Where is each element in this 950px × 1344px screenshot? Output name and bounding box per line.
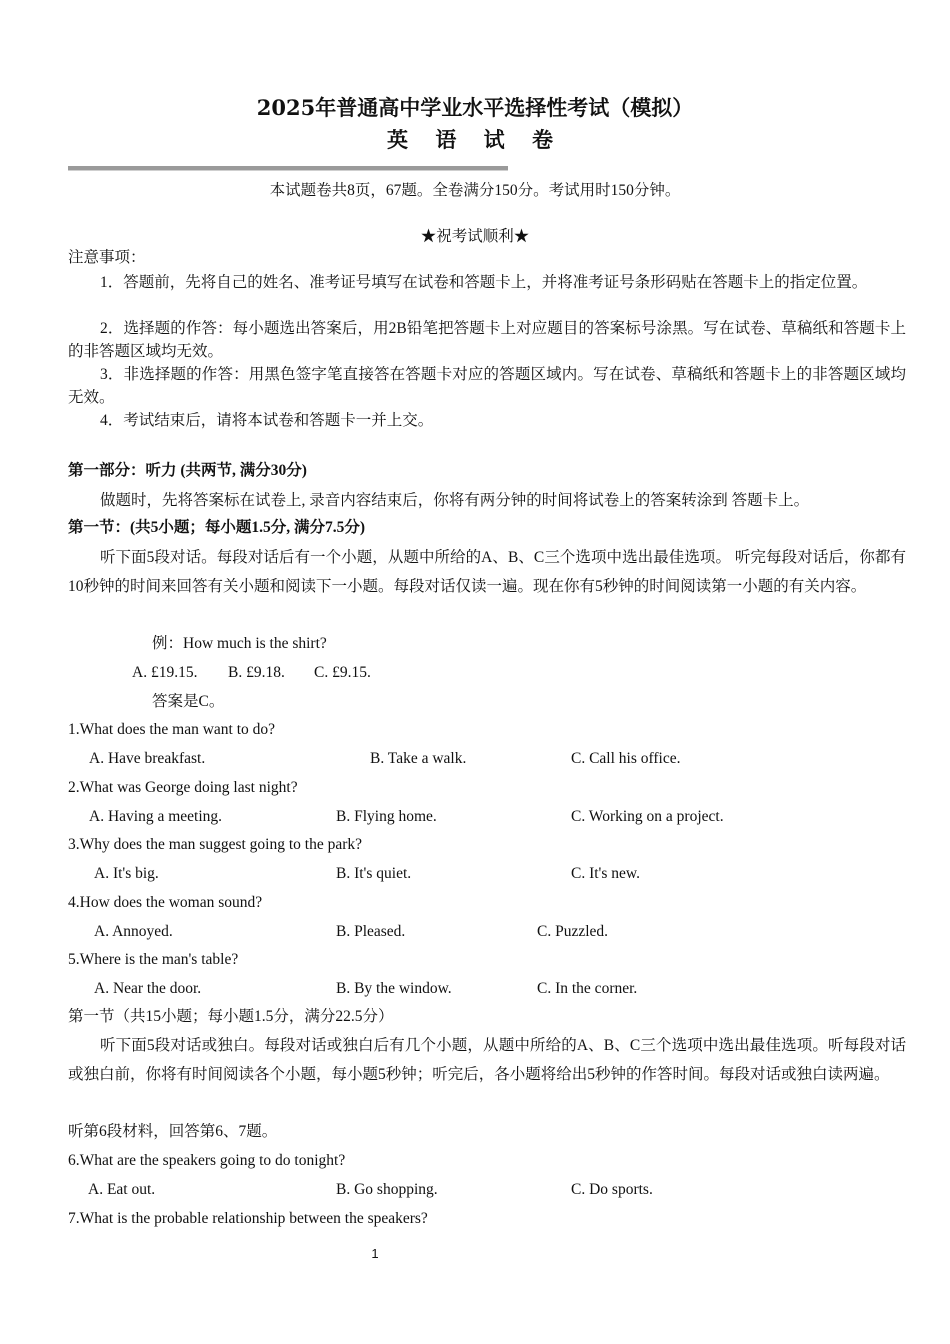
part1-heading: 第一部分：听力 (共两节, 满分30分) [68,462,307,479]
note-item-4: 4．考试结束后，请将本试卷和答题卡一并上交。 [100,412,434,429]
section1-heading: 第一节：(共5小题；每小题1.5分, 满分7.5分) [68,519,366,536]
good-luck-line: ★祝考试顺利★ [420,228,530,245]
title-divider [68,166,508,171]
q3-option-c: C. It's new. [571,865,640,882]
q5-option-c: C. In the corner. [537,980,638,997]
q5-option-a: A. Near the door. [94,980,202,997]
q2-option-c: C. Working on a project. [571,808,724,825]
exam-info: 本试题卷共8页，67题。全卷满分150分。考试用时150分钟。 [269,182,681,199]
q6-option-a: A. Eat out. [88,1181,156,1198]
q2-option-a: A. Having a meeting. [89,808,223,825]
q1-option-a: A. Have breakfast. [89,750,206,767]
example-option-a: A. £19.15. [132,664,198,681]
example-answer: 答案是C。 [152,693,225,710]
question-1: 1.What does the man want to do? [68,721,276,738]
q4-option-c: C. Puzzled. [537,923,609,940]
section2-heading: 第一节（共15小题；每小题1.5分，满分22.5分） [68,1008,394,1025]
q6-option-b: B. Go shopping. [336,1181,438,1198]
material-6-instruction: 听第6段材料，回答第6、7题。 [68,1123,278,1140]
part1-intro: 做题时，先将答案标在试卷上, 录音内容结束后，你将有两分钟的时间将试卷上的答案转涂到 答题卡上。 [100,492,810,509]
note-item-1: 1．答题前，先将自己的姓名、准考证号填写在试卷和答题卡上，并将准考证号条形码贴在答题卡上的指定位置。 [100,274,868,291]
question-4: 4.How does the woman sound? [68,894,263,911]
q6-option-c: C. Do sports. [571,1181,653,1198]
example-question: 例：How much is the shirt? [152,635,327,652]
question-3: 3.Why does the man suggest going to the park? [68,836,363,853]
q1-option-b: B. Take a walk. [370,750,467,767]
q1-option-c: C. Call his office. [571,750,681,767]
q3-option-b: B. It's quiet. [336,865,412,882]
example-option-c: C. £9.15. [314,664,371,681]
section1-intro: 听下面5段对话。每段对话后有一个小题，从题中所给的A、B、C三个选项中选出最佳选项。 听完每段对话后，你都有10秒钟的时间来回答有关小题和阅读下一小题。每段对话仅读一遍。现在你有5秒钟的时间阅读第一小题的有关内容。 [68,549,906,595]
question-6: 6.What are the speakers going to do tonight? [68,1152,346,1169]
note-item-2: 2．选择题的作答：每小题选出答案后，用2B铅笔把答题卡上对应题目的答案标号涂黑。写在试卷、草稿纸和答题卡上的非答题区域均无效。 [68,320,906,360]
note-item-3: 3．非选择题的作答：用黑色签字笔直接答在答题卡对应的答题区域内。写在试卷、草稿纸和答题卡上的非答题区域均无效。 [68,366,906,406]
q4-option-a: A. Annoyed. [94,923,173,940]
question-7: 7.What is the probable relationship between the speakers? [68,1210,428,1227]
section2-intro: 听下面5段对话或独白。每段对话或独白后有几个小题，从题中所给的A、B、C三个选项中选出最佳选项。听每段对话或独白前，你将有时间阅读各个小题，每小题5秒钟；听完后，各小题将给出5秒钟的作答时间。每段对话或独白读两遍。 [68,1037,906,1083]
example-option-b: B. £9.18. [228,664,285,681]
notes-heading: 注意事项： [68,249,146,266]
question-5: 5.Where is the man's table? [68,951,239,968]
question-2: 2.What was George doing last night? [68,779,298,796]
page-number: 1 [371,1246,379,1261]
q5-option-b: B. By the window. [336,980,452,997]
q3-option-a: A. It's big. [94,865,159,882]
q4-option-b: B. Pleased. [336,923,406,940]
q2-option-b: B. Flying home. [336,808,437,825]
exam-subtitle: 英 语 试 卷 [387,127,563,152]
exam-title: 2025年普通高中学业水平选择性考试（模拟） [256,95,694,120]
